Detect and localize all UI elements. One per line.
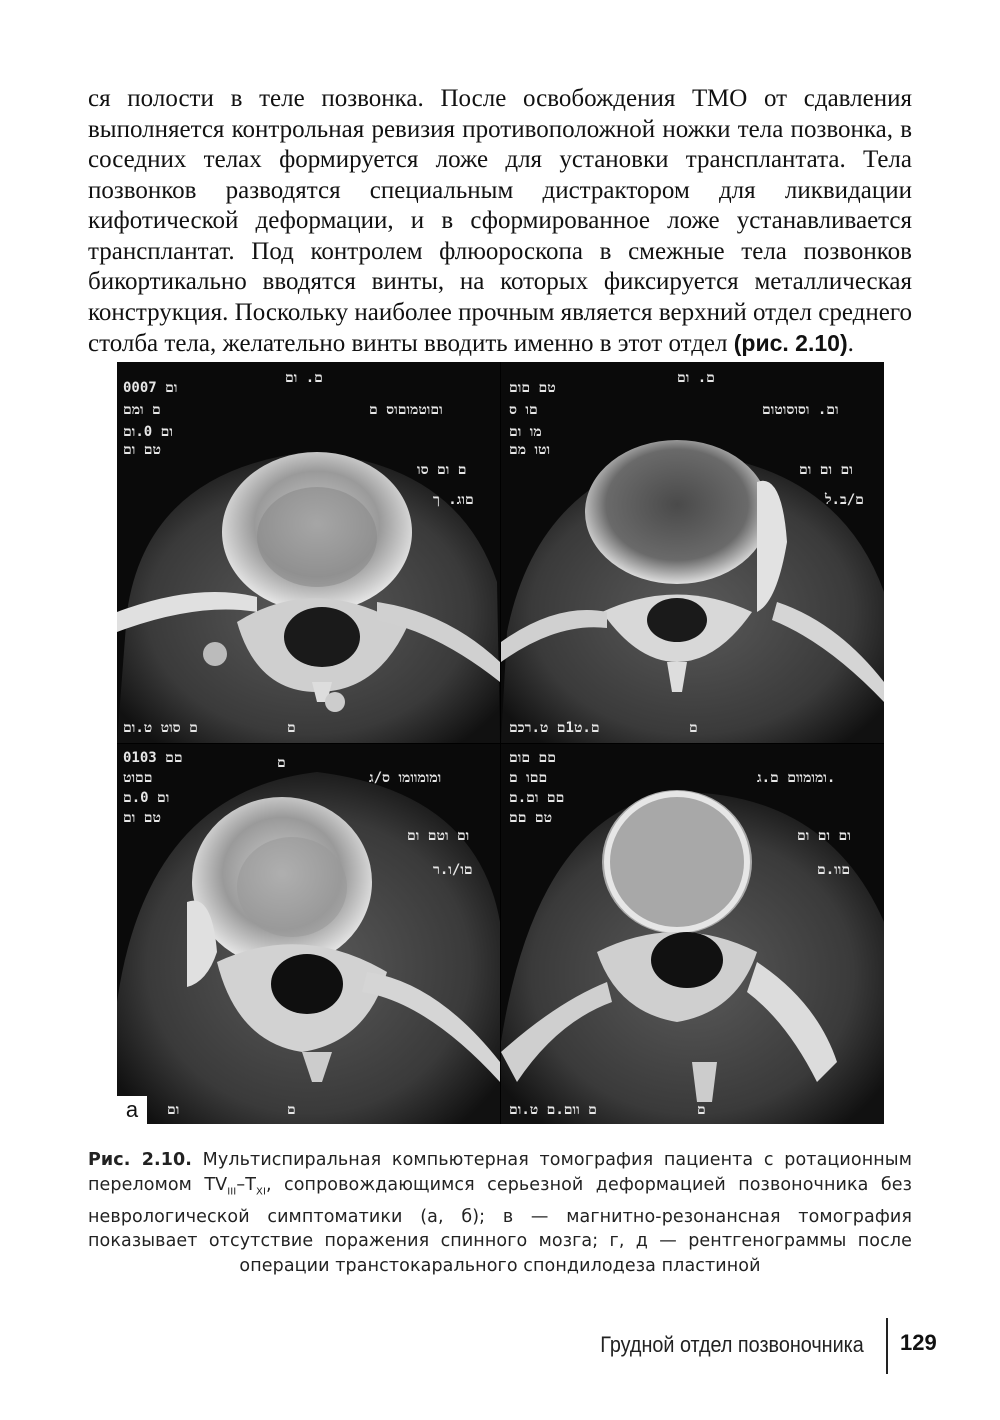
caption-sub-2: XI	[256, 1186, 266, 1197]
figure-reference: (рис. 2.10)	[733, 330, 848, 356]
svg-text:ם: ם	[697, 1102, 706, 1118]
svg-text:טם ום: טם ום	[123, 810, 161, 826]
ct-panel-top-left	[117, 362, 500, 743]
svg-text:ום ום ום: ום ום ום	[799, 462, 853, 478]
svg-text:ם: ם	[287, 720, 296, 736]
panel-letter-a: а	[117, 1096, 147, 1124]
svg-text:וםוטמוםוס ם: וםוטמוםוס ם	[369, 402, 443, 418]
svg-text:ום 0.ום: ום 0.ום	[123, 424, 173, 440]
caption-sub-1: III	[227, 1186, 237, 1197]
running-footer-title: Грудной отдел позвоночника	[600, 1332, 864, 1357]
svg-text:מו ום: מו ום	[509, 424, 542, 440]
svg-text:ום 0.ם: ום 0.ם	[123, 790, 170, 806]
svg-text:ם: ם	[287, 1102, 296, 1118]
svg-text:םםו ם: םםו ם	[509, 770, 548, 786]
svg-text:ם ומם: ם ומם	[123, 402, 161, 418]
svg-text:ם. ום: ם. ום	[677, 370, 715, 386]
svg-text:םו/ו.ר: םו/ו.ר	[433, 862, 473, 878]
caption-text-1: Мультиспиральная компьютерная томография пациента с ротационным переломом TV	[88, 1150, 913, 1195]
svg-text:טם םום: טם םום	[509, 380, 556, 396]
svg-text:ום. וסוסוטום: ום. וסוסוטום	[762, 402, 839, 418]
ct-scan-figure	[117, 362, 884, 1124]
svg-text:ם.ט1ם ט.רכם: ם.ט1ם ט.רכם	[509, 720, 600, 736]
svg-text:ם: ם	[277, 755, 286, 771]
svg-text:םו ס: םו ס	[509, 402, 538, 418]
svg-text:ום: ום	[167, 1102, 180, 1118]
svg-text:טם ום: טם ום	[123, 442, 161, 458]
svg-text:ם סוט ט.ום: ם סוט ט.ום	[123, 720, 198, 736]
ct-panel-bottom-left	[117, 744, 500, 1124]
page-number: 129	[900, 1330, 937, 1355]
footer-divider	[886, 1318, 888, 1374]
paragraph-text: ся полости в теле позвонка. После освобождения ТМО от сдавления выполняется контрольная ревизия противоположной ножки тела позвонка, в соседних телах формируется ложе для установки трансплантата. Тела позвонков разводятся специальным дистрактором для ликвидации кифотической деформации, и в сформированное ложе устанавливается трансплантат. Под контролем флюороскопа в смежные тела позвонков бикортикально вводятся винты, на которых фиксируется металлическая конструкция. Поскольку наиболее прочным является верхний отдел среднего столба тела, желательно винты вводить именно в этот отдел	[88, 85, 912, 357]
svg-text:ם וום.ם ט.ום: ם וום.ם ט.ום	[509, 1102, 597, 1118]
svg-text:ם ום סו: ם ום סו	[417, 462, 467, 478]
body-paragraph	[88, 84, 912, 360]
svg-text:ם/ב.ל: ם/ב.ל	[825, 492, 864, 508]
svg-text:ומומוומו ס/ג: ומומוומו ס/ג	[369, 770, 442, 786]
caption-text-2: –T	[236, 1174, 256, 1195]
svg-text:ם: ם	[689, 720, 698, 736]
ct-panel-top-right	[501, 362, 884, 743]
svg-text:םם 0103: םם 0103	[123, 750, 183, 766]
caption-label: Рис. 2.10.	[88, 1150, 193, 1170]
svg-text:םוו.ם: םוו.ם	[817, 862, 851, 878]
svg-text:םם םום: םם םום	[509, 750, 556, 766]
svg-text:וטו מם: וטו מם	[509, 442, 551, 458]
svg-text:ם. ום: ם. ום	[285, 370, 323, 386]
paragraph-end: .	[847, 330, 854, 357]
svg-text:ום וטם ום: ום וטם ום	[407, 828, 470, 844]
caption-text-3: , сопровождающимся серьезной деформацией позвоночника без неврологической симптоматики (а, б); в — магнитно-резонансная томография показывает отсутствие поражения спинного мозга; г, д — рентгенограммы после операции транстокарального спондилодеза пластиной	[88, 1174, 912, 1276]
ct-panel-bottom-right	[501, 744, 884, 1124]
svg-text:םםוט: םםוט	[123, 770, 153, 786]
svg-text:םם ום.ם: םם ום.ם	[509, 790, 565, 806]
svg-text:ום 0007: ום 0007	[123, 380, 178, 396]
svg-text:םוג. ך: םוג. ך	[433, 492, 474, 508]
svg-text:ומומוום ם.ג.: ומומוום ם.ג.	[757, 770, 836, 786]
figure-caption	[88, 1148, 912, 1278]
ct-scan-grid-image	[117, 362, 884, 1124]
svg-text:ום ום ום: ום ום ום	[797, 828, 851, 844]
svg-text:טם םם: טם םם	[509, 810, 553, 826]
